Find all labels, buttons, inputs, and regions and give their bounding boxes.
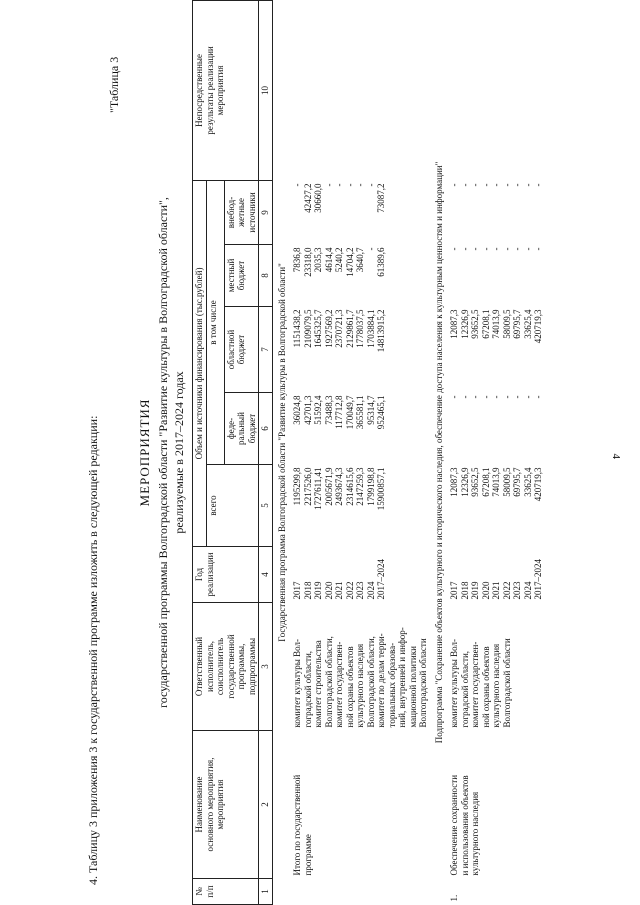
program-label: Государственная программа Волгоградской области "Развитие культуры в Волгоградской области" [276, 263, 287, 642]
measure-row-1 [448, 0, 545, 904]
intro-text: 4. Таблицу 3 приложения 3 к государственной программе изложить в следующей редакции: [86, 415, 100, 885]
program-total-executor: комитет культуры Вол- гоградской области, комитет строительства Волгоградской области, комитет государствен- ной охраны объектов культурного наследия Волгоградской области, комитет по делам терри- ториальных образова- ний, внутренней и инфор- мационной политики Волгоградской области [292, 627, 428, 728]
program-total-num [291, 879, 430, 905]
extra-cell: - 42427,2 30660,0 - - - - - 73087,2 [292, 183, 386, 213]
column-numbers-row [259, 0, 273, 904]
document-subtitle-line1: государственной программы Волгоградской области "Развитие культуры в Волгоградской области", [156, 197, 170, 708]
subprogram-label: Подпрограмма "Сохранение объектов культурного и исторического наследия, обеспечение доступа населения к культурным ценностям и информации" [433, 161, 444, 744]
federal-cell: - - - - - - - - - [449, 395, 543, 399]
header-name: Наименование основного мероприятия, мероприятия [193, 731, 259, 879]
header-federal: феде- ральный бюджет [224, 393, 259, 465]
header-executor: Ответственный исполнитель, соисполнитель государственной программы, подпрограммы [193, 603, 259, 731]
column-number: 3 [259, 603, 273, 731]
header-incl: в том числе [206, 180, 224, 464]
regional-cell: 12087,3 12326,9 93652,5 67208,1 74013,9 58009,5 69795,7 33625,4 420719,3 [449, 309, 543, 344]
header-funding-group: Объем и источники финансирования (тыс.рублей) [193, 180, 207, 546]
table-label: "Таблица 3 [107, 56, 121, 113]
header-num: № п/п [193, 879, 259, 905]
federal-cell: 36024,8 42701,3 51592,4 73488,3 117712,8 170049,7 365581,1 95314,7 952465,1 [292, 395, 386, 430]
column-number: 7 [259, 307, 273, 393]
year-cell: 2017 2018 2019 2020 2021 2022 2023 2024 2017–2024 [292, 559, 386, 600]
header-results: Непосредственные результаты реализации мероприятия [193, 0, 259, 180]
column-number: 1 [259, 879, 273, 905]
regional-cell: 1151438,2 2109079,5 1645325,7 1927569,2 2370721,3 2129861,7 1778037,5 1703884,1 14813915,2 [292, 309, 386, 353]
header-local: местный бюджет [224, 245, 259, 307]
document-title: МЕРОПРИЯТИЯ [137, 398, 152, 507]
column-number: 2 [259, 731, 273, 879]
page-number: 4 [610, 453, 622, 459]
column-number: 4 [259, 547, 273, 603]
column-number: 10 [259, 0, 273, 180]
header-total: всего [206, 465, 259, 547]
column-number: 5 [259, 465, 273, 547]
program-total-group [291, 0, 430, 904]
total-cell: 1195299,8 2217526,0 1727611,41 2005671,9 2493674,3 2314615,6 2147259,3 1799198,8 15900857,1 [292, 467, 386, 511]
total-cell: 12087,3 12326,9 93652,5 67208,1 74013,9 58009,5 69795,7 33625,4 420719,3 [449, 467, 543, 502]
header-regional: областной бюджет [224, 307, 259, 393]
year-cell: 2017 2018 2019 2020 2021 2022 2023 2024 2017–2024 [449, 559, 543, 600]
item1-num: 1. [449, 894, 459, 902]
results-cell [291, 0, 430, 180]
extra-cell: - - - - - - - - - [449, 183, 543, 187]
header-year: Год реализации [193, 547, 259, 603]
local-cell: 7836,8 23318,0 2035,3 4614,4 5240,2 14704,2 3640,7 - 61389,6 [292, 247, 386, 277]
document-subtitle-line2: реализуемые в 2017–2024 годах [172, 371, 186, 534]
column-number: 6 [259, 393, 273, 465]
item1-executor: комитет культуры Вол- гоградской области, комитет государствен- ной охраны объектов культурного наследия Волгоградской области [449, 638, 512, 728]
local-cell: - - - - - - - - - [449, 247, 543, 251]
column-number: 8 [259, 245, 273, 307]
column-number: 9 [259, 180, 273, 244]
measures-table [192, 0, 545, 905]
item1-name: Обеспечение сохранности и использования объектов культурного наследия [449, 774, 480, 876]
header-extra: внебюд- жетные источники [224, 180, 259, 244]
program-total-name: Итого по государственной программе [292, 774, 313, 876]
results-cell [448, 0, 545, 180]
